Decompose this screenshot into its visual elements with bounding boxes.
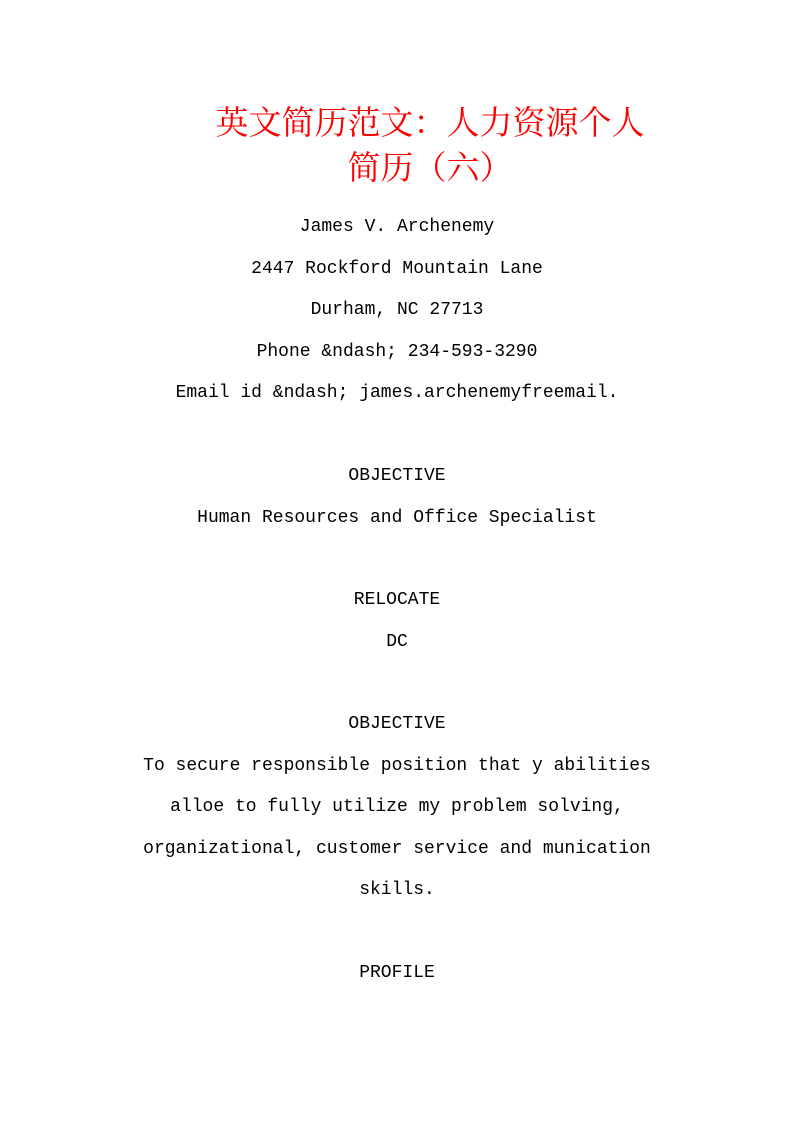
objective-section [120, 456, 674, 539]
objective-statement-line-3: organizational, customer service and munication [143, 838, 651, 859]
contact-address: 2447 Rockford Mountain Lane [251, 258, 543, 279]
profile-section [120, 953, 674, 995]
objective-statement-line-2: alloe to fully utilize my problem solving, [170, 797, 624, 818]
contact-email: Email id &ndash; james.archenemyfreemail. [175, 383, 619, 404]
contact-name: James V. Archenemy [299, 217, 495, 237]
contact-phone: Phone &ndash; 234-593-3290 [256, 341, 538, 362]
objective-heading: OBJECTIVE [348, 466, 446, 486]
title-line-2: 简历（六） [347, 148, 513, 187]
objective-statement-heading: OBJECTIVE [348, 714, 446, 734]
objective-value: Human Resources and Office Specialist [197, 507, 597, 528]
contact-block [120, 207, 674, 415]
objective-statement-line-1: To secure responsible position that y abilities [143, 755, 651, 776]
relocate-section [120, 580, 674, 663]
contact-city: Durham, NC 27713 [310, 300, 484, 321]
objective-statement-line-4: skills. [359, 880, 435, 901]
relocate-heading: RELOCATE [353, 590, 441, 610]
document-title [195, 100, 665, 190]
title-line-1: 英文简历范文：人力资源个人 [215, 103, 645, 142]
profile-heading: PROFILE [359, 963, 435, 983]
objective-statement-section [120, 704, 674, 912]
relocate-value: DC [386, 631, 408, 652]
